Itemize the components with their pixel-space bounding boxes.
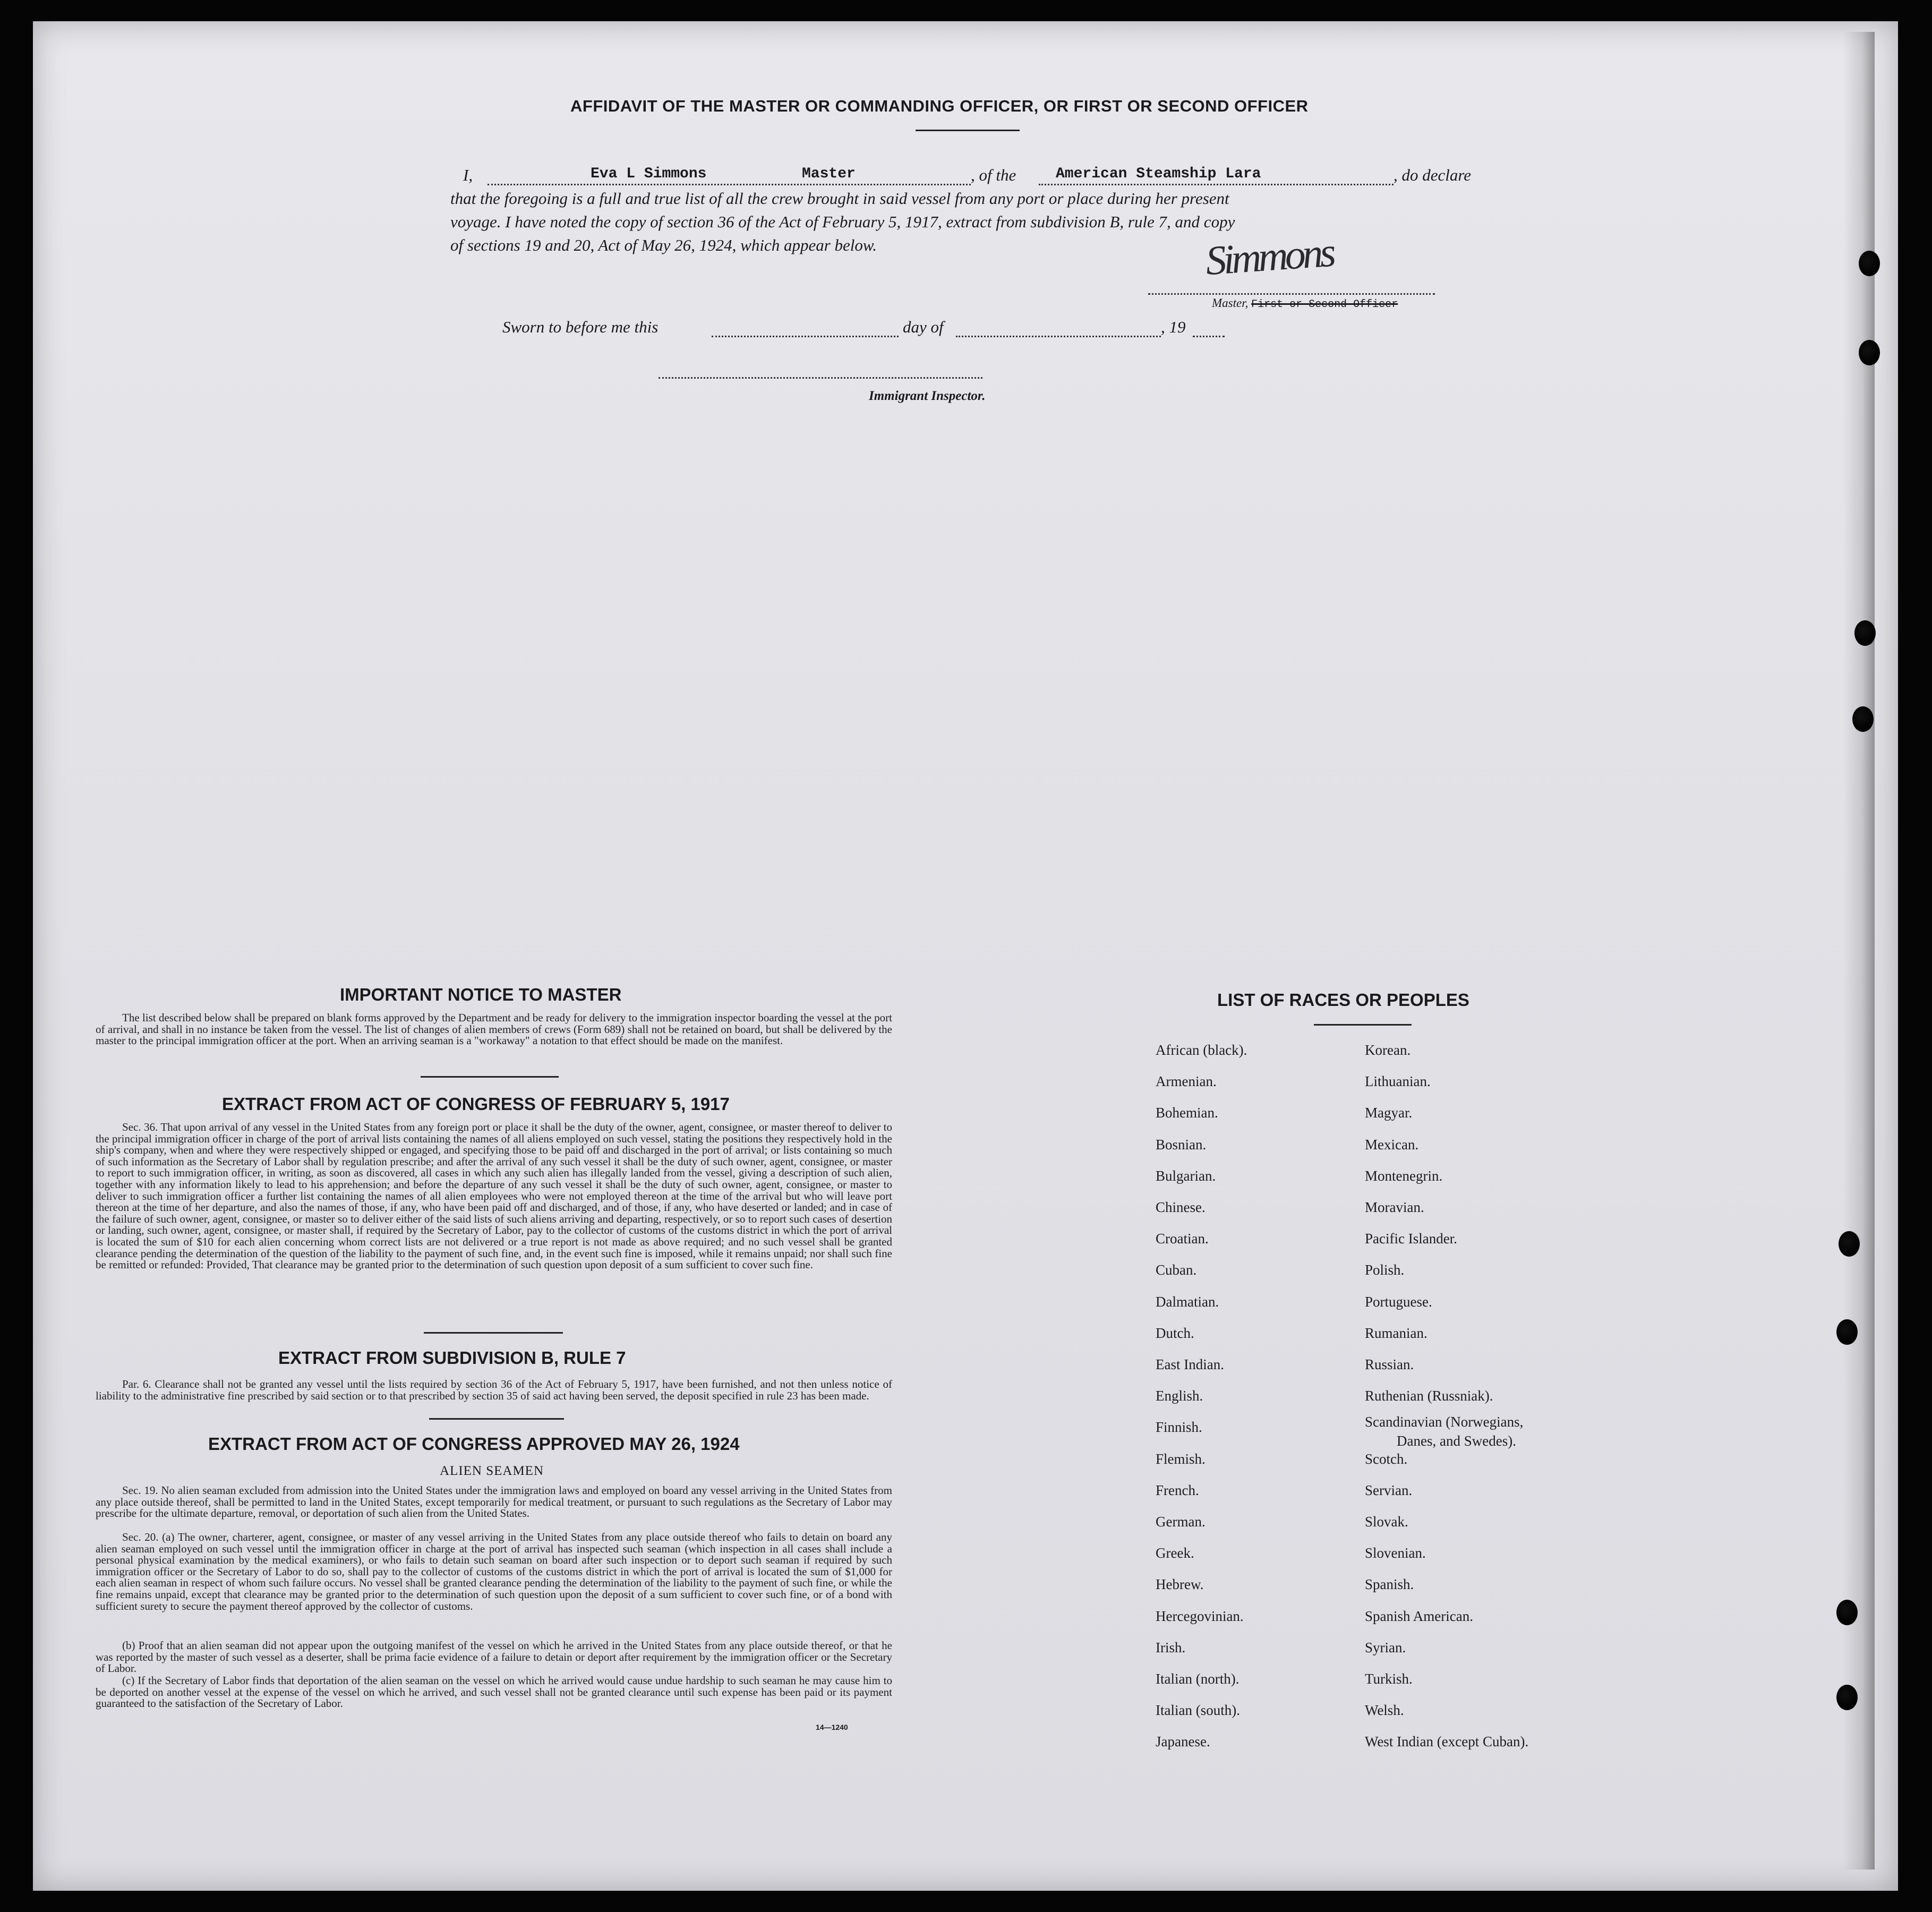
race-item: Ruthenian (Russniak).	[1365, 1388, 1493, 1404]
signature-caption-struck: First or Second Officer	[1251, 298, 1398, 311]
race-item: Syrian.	[1365, 1639, 1406, 1655]
race-item: Croatian.	[1156, 1231, 1209, 1247]
race-item: Rumanian.	[1365, 1325, 1427, 1341]
declare-label: , do declare	[1394, 166, 1472, 184]
race-item: Scandinavian (Norwegians,	[1365, 1414, 1524, 1430]
form-number: 14—1240	[816, 1723, 848, 1731]
punch-hole	[1854, 620, 1876, 646]
race-item: Moravian.	[1365, 1199, 1424, 1215]
affidavit-line-4: of sections 19 and 20, Act of May 26, 1924, which appear below.	[450, 236, 877, 254]
affidavit-title-rule	[916, 130, 1020, 131]
punch-hole	[1859, 251, 1880, 276]
master-signature: Simmons	[1204, 228, 1335, 284]
race-item: Pacific Islander.	[1365, 1231, 1457, 1247]
affidavit-title: AFFIDAVIT OF THE MASTER OR COMMANDING OFFICER, OR FIRST OR SECOND OFFICER	[570, 97, 1309, 115]
rule7-rule	[429, 1418, 564, 1420]
punch-hole	[1836, 1319, 1858, 1345]
extract-1924-title: EXTRACT FROM ACT OF CONGRESS APPROVED MAY 26, 1924	[208, 1434, 740, 1454]
notice-title: IMPORTANT NOTICE TO MASTER	[340, 985, 622, 1004]
race-item: Spanish.	[1365, 1576, 1414, 1593]
race-item: Bohemian.	[1156, 1105, 1218, 1121]
race-item: Lithuanian.	[1365, 1073, 1431, 1090]
sec20b-text: (b) Proof that an alien seaman did not appear upon the outgoing manifest of the vessel on which he arrived in the United States from any place outside thereof, or that he was reported by the master of such vessel as a deserter, shall be prima facie evidence of a failure to detain or deport after requirement by the immigration officer or the Secretary of Labor.	[96, 1639, 892, 1675]
of-the-label: , of the	[971, 166, 1016, 184]
notice-rule	[421, 1076, 559, 1078]
race-item: Japanese.	[1156, 1734, 1210, 1750]
race-item: Danes, and Swedes).	[1397, 1433, 1516, 1449]
inspector-label: Immigrant Inspector.	[869, 389, 986, 403]
race-item: Bosnian.	[1156, 1136, 1207, 1153]
race-item: Greek.	[1156, 1545, 1194, 1561]
race-item: Hebrew.	[1156, 1576, 1204, 1593]
affidavit-line-2: that the foregoing is a full and true list of all the crew brought in said vessel from any port or place during her present	[450, 189, 1229, 208]
signature-caption	[1212, 296, 1398, 311]
race-item: Portuguese.	[1365, 1293, 1432, 1310]
sheet-edge-shadow	[1843, 32, 1875, 1870]
race-item: Magyar.	[1365, 1105, 1413, 1121]
race-item: Welsh.	[1365, 1702, 1404, 1719]
races-title-rule	[1314, 1024, 1412, 1026]
declarant-name: Eva L Simmons	[591, 166, 707, 182]
extract-1917-title: EXTRACT FROM ACT OF CONGRESS OF FEBRUARY 5, 1917	[222, 1094, 730, 1114]
race-item: Turkish.	[1365, 1671, 1413, 1687]
punch-hole	[1839, 1231, 1860, 1257]
race-item: Armenian.	[1156, 1073, 1217, 1090]
punch-hole	[1836, 1600, 1858, 1625]
race-item: Italian (north).	[1156, 1671, 1239, 1687]
sec19-text: Sec. 19. No alien seaman excluded from admission into the United States under the immigration laws and employed on board any vessel arriving in the United States from any place outside thereof, shall be permitted to land in the United States, except temporarily for medical treatment, or pursuant to such regulations as the Secretary of Labor may prescribe for the ultimate departure, removal, or deportation of such alien from the United States.	[96, 1484, 892, 1520]
race-item: Chinese.	[1156, 1199, 1206, 1215]
vessel-name: American Steamship Lara	[1056, 166, 1261, 182]
extract-1924-subtitle: ALIEN SEAMEN	[440, 1464, 544, 1478]
punch-hole	[1859, 340, 1880, 365]
sec20a-text: Sec. 20. (a) The owner, charterer, agent, consignee, or master of any vessel arriving in the United States from any place outside thereof who fails to detain on board any alien seaman employed on such vessel until the immigration officer in charge at the port of arrival has inspected such seaman (which inspection in all cases shall include a personal physical examination by the medical examiners), or who fails to detain such seaman on board after such inspection or to deport such seaman if required by such immigration officer or the Secretary of Labor to do so, shall pay to the collector of customs of the customs district in which the port of arrival is located the sum of $1,000 for each alien seaman in respect of whom such failure occurs. No vessel shall be granted clearance pending the determination of the liability to the payment of such fine, or while the fine remains unpaid, except that clearance may be granted prior to the determination of such question upon the deposit of a sum sufficient to cover such fine, or of a bond with sufficient surety to secure the payment thereof approved by the collector of customs.	[96, 1531, 892, 1612]
race-item: Dalmatian.	[1156, 1293, 1219, 1310]
sworn-year-label: , 19	[1161, 318, 1186, 336]
sworn-day-label: day of	[903, 318, 944, 336]
race-item: English.	[1156, 1388, 1203, 1404]
race-item: Scotch.	[1365, 1450, 1408, 1467]
races-title: LIST OF RACES OR PEOPLES	[1217, 990, 1469, 1010]
race-item: Slovak.	[1365, 1514, 1408, 1530]
race-item: Mexican.	[1365, 1136, 1419, 1153]
race-item: Italian (south).	[1156, 1702, 1240, 1719]
race-item: Spanish American.	[1365, 1608, 1473, 1624]
punch-hole	[1836, 1685, 1858, 1710]
sworn-date-line	[712, 336, 899, 337]
declarant-field-line	[488, 184, 971, 185]
race-item: Montenegrin.	[1365, 1167, 1443, 1184]
race-item: East Indian.	[1156, 1356, 1224, 1372]
signature-caption-master: Master,	[1212, 296, 1252, 310]
race-item: Cuban.	[1156, 1262, 1197, 1278]
race-item: Finnish.	[1156, 1419, 1202, 1436]
race-item: West Indian (except Cuban).	[1365, 1734, 1529, 1750]
race-item: Bulgarian.	[1156, 1167, 1216, 1184]
extract-1917-text: Sec. 36. That upon arrival of any vessel in the United States from any foreign port or place it shall be the duty of the owner, agent, consignee, or master thereof to deliver to the principal immigration officer in charge of the port of arrival lists containing the names of all aliens employed on such vessel, stating the positions they respectively hold in the ship's company, when and where they were respectively shipped or engaged, and specifying those to be paid off and discharged in the port of arrival; or lists containing so much of such information as the Secretary of Labor shall by regulation prescribe; and after the arrival of any such vessel it shall be the duty of such owner, agent, consignee, or master to report to such immigration officer, in writing, as soon as discovered, all cases in which any such alien has illegally landed from the vessel, giving a description of such alien, together with any information likely to lead to his apprehension; and before the departure of any such vessel it shall be the duty of such owner, agent, consignee, or master to deliver to such immigration officer a further list containing the names of all alien employees who were not employed thereon at the time of the arrival but who will leave port thereon at the time of her departure, and also the names of those, if any, who have been paid off and discharged, and of those, if any, who have deserted or landed; and in case of the failure of such owner, agent, consignee, or master so to deliver either of the said lists of such aliens arriving and departing, respectively, or so to report such cases of desertion or landing, such owner, agent, consignee, or master shall, if required by the Secretary of Labor, pay to the collector of customs of the customs district in which the port of arrival is located the sum of $10 for each alien concerning whom correct lists are not delivered or a true report is not made as above required; and no such vessel shall be granted clearance pending the determination of the question of the liability to the payment of such fine, and, in the event such fine is imposed, while it remains unpaid; nor shall such fine be remitted or refunded: Provided, That clearance may be granted prior to the determination of such question upon deposit of a sum sufficient to cover such fine.	[96, 1121, 892, 1271]
race-item: French.	[1156, 1482, 1199, 1498]
race-item: Russian.	[1365, 1356, 1414, 1372]
race-item: Flemish.	[1156, 1450, 1206, 1467]
sworn-year-line	[1193, 336, 1225, 337]
race-item: Polish.	[1365, 1262, 1405, 1278]
rule7-title: EXTRACT FROM SUBDIVISION B, RULE 7	[278, 1348, 626, 1368]
affidavit-i: I,	[463, 166, 473, 184]
extract-1917-rule	[424, 1332, 563, 1334]
race-item: Irish.	[1156, 1639, 1186, 1655]
race-item: Slovenian.	[1365, 1545, 1426, 1561]
sworn-label: Sworn to before me this	[502, 318, 659, 336]
race-item: Servian.	[1365, 1482, 1413, 1498]
race-item: African (black).	[1156, 1042, 1247, 1058]
affidavit-line-3: voyage. I have noted the copy of section 36 of the Act of February 5, 1917, extract from subdivision B, rule 7, and copy	[450, 212, 1235, 231]
vessel-field-line	[1039, 184, 1394, 185]
race-item: Dutch.	[1156, 1325, 1194, 1341]
sworn-month-line	[956, 336, 1161, 337]
punch-hole	[1852, 706, 1874, 732]
race-item: Hercegovinian.	[1156, 1608, 1244, 1624]
signature-line	[1148, 293, 1435, 295]
notice-text: The list described below shall be prepared on blank forms approved by the Department and be ready for delivery to the immigration inspector boarding the vessel at the port of arrival, and shall in no instance be taken from the vessel. The list of changes of alien members of crews (Form 689) shall not be retained on board, but shall be delivered by the master to the principal immigration officer at the port. When an arriving seaman is a "workaway" a notation to that effect should be made on the manifest.	[96, 1011, 892, 1047]
inspector-signature-line	[659, 377, 982, 379]
declarant-role: Master	[802, 166, 856, 182]
race-item: Korean.	[1365, 1042, 1411, 1058]
rule7-text: Par. 6. Clearance shall not be granted any vessel until the lists required by section 36 of the Act of February 5, 1917, have been furnished, and not then unless notice of liability to the administrative fine prescribed by said section or to that prescribed by section 35 of said act having been served, the deposit specified in rule 23 has been made.	[96, 1378, 892, 1402]
sec20c-text: (c) If the Secretary of Labor finds that deportation of the alien seaman on the vessel on which he arrived would cause undue hardship to such seaman he may cause him to be deported on another vessel at the expense of the vessel on which he arrived, and such vessel shall not be granted clearance until such expense has been paid or its payment guaranteed to the satisfaction of the Secretary of Labor.	[96, 1674, 892, 1710]
race-item: German.	[1156, 1514, 1206, 1530]
